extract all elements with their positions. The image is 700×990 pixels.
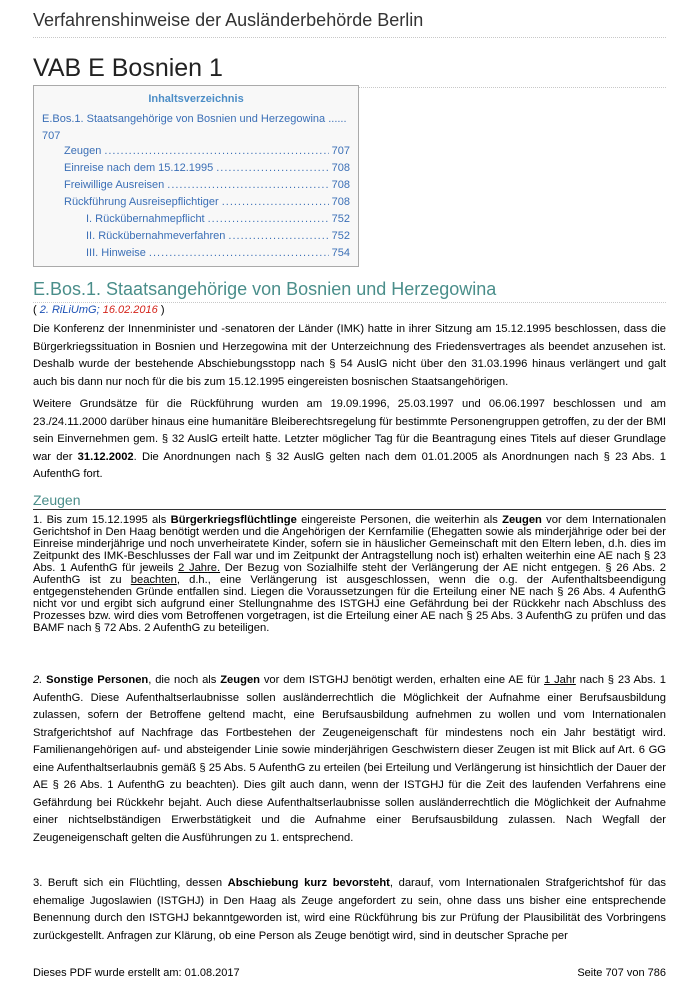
underlined-term: 2 Jahre. (178, 562, 221, 574)
bold-term: Sonstige Personen (42, 674, 149, 686)
bold-term: Zeugen (220, 674, 260, 686)
bold-term: Abschiebung kurz bevorsteht (227, 877, 390, 889)
text-run: 1. Bis zum 15.12.1995 als (33, 514, 171, 526)
text-run: Der Bezug von Sozialhilfe steht der Verlängerung der AE nicht entgegen. § 26 Abs. 2 AufenthG ist zu (33, 562, 666, 586)
toc-item-label: E.Bos.1. Staatsangehörige von Bosnien und Herzegowina (42, 113, 326, 125)
toc-item-page: 707 (42, 130, 61, 142)
text-run: Weitere Grundsätze für die Rückführung wurden am 19.09.1996, 25.03.1997 und 06.06.1997 beschlossen und am 23./24.11.2000 darüber hinaus eine humanitäre Bleiberechtsregelung für bestimmte Personengruppen getroffen, zu der der BMI sein Einvernehmen gem. § 32 AuslG erteilt hatte. Letzter möglicher Tag für die Beantragung eines Titels auf dieser Grundlage war der (33, 398, 666, 463)
bold-term: Bürgerkriegsflüchtlinge (170, 514, 297, 526)
toc-item-label: Einreise nach dem 15.12.1995 (64, 162, 214, 174)
meta-date: 16.02.2016 (102, 304, 158, 316)
toc-item-page: 707 (331, 145, 350, 157)
paragraph-zeugen-2 (33, 672, 666, 847)
meta-author-link[interactable]: 2. RiLiUmG; (39, 304, 100, 316)
toc-item-dots: ...... (328, 113, 347, 125)
toc-item-label: II. Rückübernahmeverfahren (86, 230, 226, 242)
toc-item-page: 708 (331, 162, 350, 174)
toc-item-label: Freiwillige Ausreisen (64, 179, 165, 191)
bold-date: 31.12.2002 (77, 450, 134, 463)
toc-item-label: Zeugen (64, 145, 102, 157)
underlined-term: 1 Jahr (544, 674, 576, 686)
toc-item-zeugen[interactable] (34, 145, 358, 162)
bold-term: Zeugen (502, 514, 542, 526)
toc-subitem-rueckuebernahmeverfahren[interactable] (34, 230, 358, 247)
toc-item-label: Rückführung Ausreisepflichtiger (64, 196, 219, 208)
section-meta (33, 304, 165, 316)
table-of-contents (33, 85, 359, 267)
toc-title: Inhaltsverzeichnis (148, 93, 244, 105)
footer-page-number: Seite 707 von 786 (577, 967, 666, 979)
toc-item-page: 752 (331, 230, 350, 242)
text-run: . Die Anordnungen nach § 32 AuslG gelten nach dem 01.01.2005 als Anordnungen nach § 23 Abs. 1 AufenthG fort. (33, 450, 666, 480)
toc-item-label: III. Hinweise (86, 247, 146, 259)
text-run: , die noch als (148, 674, 221, 686)
paragraph-zeugen-3 (33, 875, 666, 945)
meta-close: ) (157, 304, 165, 316)
footer-created-date: Dieses PDF wurde erstellt am: 01.08.2017 (33, 967, 240, 979)
text-run: nach § 23 Abs. 1 AufenthG. Diese Aufenthaltserlaubnisse sollen ausländerrechtlich die Möglichkeit der Aufnahme einer Berufsausbildung zulassen, sofern der Betroffene geltend macht, eine Berufsausbildung aufnehmen zu wollen und vom Internationalen Strafgerichtshof auf Nachfrage das Fortbestehen der Zeugeneigenschaft für mindestens noch ein Jahr bestätigt wird. Familienangehörigen auf- und absteigender Linie sowie minderjährigen Geschwistern dieser Zeugen ist mit Blick auf Art. 6 GG eine Aufenthaltserlaubnis gemäß § 25 Abs. 5 AufenthG zu erteilen (bei Erteilung und Verlängerung ist hinsichtlich der Dauer der AE § 26 Abs. 1 AufenthG zu beachten). Dies gilt auch dann, wenn der ISTGHJ für die Zeit des laufenden Verfahrens eine Gefährdung bei Rückkehr bejaht. Auch diese Aufenthaltserlaubnisse sollen ausländerrechtlich die Möglichkeit der Aufnahme einer nichtselbständigen Erwerbstätigkeit und die Aufnahme einer Berufsausbildung zulassen. Nach Wegfall der Zeugeneigenschaft gelten die Ausführungen zu 1. entsprechend. (33, 674, 666, 844)
toc-item-rueckfuehrung[interactable] (34, 196, 358, 213)
text-run: eingereiste Personen, die weiterhin als (296, 514, 503, 526)
paragraph-zeugen-1 (33, 514, 666, 634)
page-title: VAB E Bosnien 1 (33, 54, 666, 88)
toc-item-main[interactable] (34, 111, 358, 145)
text-run: , d.h., eine Verlängerung ist ausgeschlossen, wenn die o.g. der Aufenthaltsbeendigung entgegenstehenden Gründe entfallen sind. Liegen die Voraussetzungen für die Erteilung einer NE nach § 26 Abs. 4 AufenthG nicht vor und ergibt sich aufgrund einer Stellungnahme des ISTGHJ eine Gefährdung bei der Rückkehr nach Abschluss des Prozesses bzw. wird dies vom Betroffenen vorgetragen, ist die Erteilung einer AE nach § 25 Abs. 3 AufenthG zu prüfen und das BAMF nach § 72 Abs. 2 AufenthG zu beteiligen. (33, 574, 666, 634)
toc-item-einreise[interactable] (34, 162, 358, 179)
text-run: , darauf, vom Internationalen Strafgerichtshof für das ehemalige Jugoslawien (ISTGHJ) in Den Haag als Zeuge angefordert zu sein, ohne dass uns bisher eine entsprechende Benennung durch den ISTGHJ bekanntgeworden ist, wird eine Rückführung bis zur Prüfung der Plausibilität des Vorbringens zurückgestellt. Anfragen zur Klärung, ob eine Person als Zeuge benötigt wird, sind in deutscher Sprache per (33, 877, 666, 942)
site-header-title: Verfahrenshinweise der Ausländerbehörde Berlin (33, 10, 666, 38)
toc-item-page: 708 (331, 179, 350, 191)
toc-subitem-rueckuebernahmepflicht[interactable] (34, 213, 358, 230)
toc-subitem-hinweise[interactable] (34, 247, 358, 264)
toc-item-page: 708 (331, 196, 350, 208)
meta-open: ( (33, 304, 40, 316)
subsection-heading-zeugen: Zeugen (33, 492, 666, 510)
paragraph-intro: Die Konferenz der Innenminister und -senatoren der Länder (IMK) hatte in ihrer Sitzung am 15.12.1995 beschlossen, dass die Bürgerkriegssituation in Bosnien und Herzegowina mit der Unterzeichnung des Friedensvertrages als beendet anzusehen ist. Deshalb wurde der bestehende Abschiebungsstopp nach § 54 AuslG nicht über den 31.03.1996 hinaus verlängert und galt auch bis dann nur noch für die bis zum 15.12.1995 eingereisten bosnischen Staatsangehörigen. (33, 323, 666, 388)
toc-item-label: I. Rückübernahmepflicht (86, 213, 205, 225)
section-heading: E.Bos.1. Staatsangehörige von Bosnien und Herzegowina (33, 279, 666, 303)
item-number: 2. (33, 674, 43, 686)
toc-item-page: 754 (331, 247, 350, 259)
text-run: vor dem Internationalen Gerichtshof in Den Haag benötigt werden und die Angehörigen der Kernfamilie (Ehegatten sowie als minderjährige oder bei der Einreise minderjährige und noch unverheiratete Kinder, sofern sie in häuslicher Gemeinschaft mit den Eltern leben, d.h. dies im Zeitpunkt des IMK-Beschlusses der Fall war und im Zeitpunkt der Antragstellung noch ist) erhalten weiterhin eine AE nach § 23 Abs. 1 AufenthG für jeweils (33, 514, 666, 574)
underlined-term: beachten (130, 574, 177, 586)
text-run: 3. Beruft sich ein Flüchtling, dessen (33, 877, 228, 889)
text-run: vor dem ISTGHJ benötigt werden, erhalten eine AE für (260, 674, 545, 686)
toc-item-freiwillige-ausreisen[interactable] (34, 179, 358, 196)
paragraph-grundsaetze (33, 396, 666, 484)
toc-item-page: 752 (331, 213, 350, 225)
